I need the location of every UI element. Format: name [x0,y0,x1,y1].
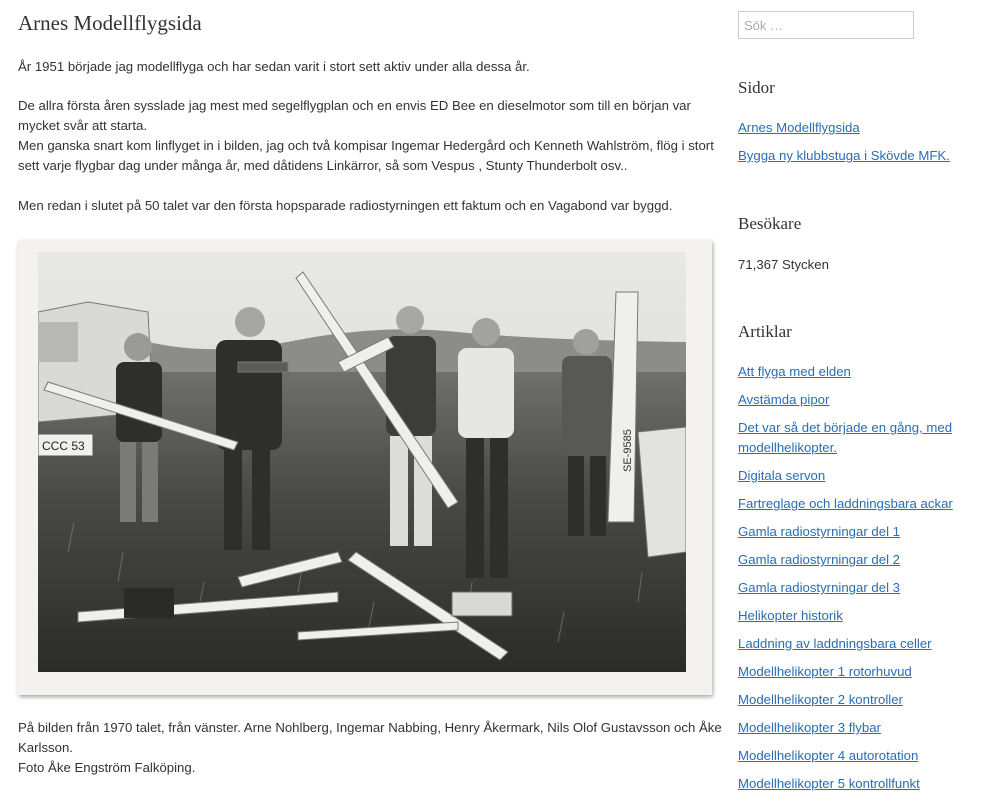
article-link[interactable]: Digitala servon [738,468,826,483]
history-line: mycket svår att starta. [18,118,147,133]
article-link[interactable]: Modellhelikopter 2 kontroller [738,692,903,707]
license-plate-left: CCC 53 [42,439,85,453]
pages-list-item [738,118,973,138]
article-link[interactable]: Modellhelikopter 5 kontrollfunkt [738,776,920,791]
articles-widget-title: Artiklar [738,322,792,341]
photo-illustration [38,252,686,672]
article-link[interactable]: Avstämda pipor [738,392,830,407]
history-line: sett varje flygbar dag under många år, med dåtidens Linkärror, så som Vespus , Stunty Thunderbolt osv.. [18,158,628,173]
article-list-item [738,718,973,738]
article-list-item [738,634,973,654]
article-list-item [738,362,973,382]
article-link[interactable]: Gamla radiostyrningar del 2 [738,552,900,567]
article-list-item [738,774,973,794]
page-link[interactable]: Bygga ny klubbstuga i Skövde MFK. [738,148,950,163]
pages-list [738,118,973,174]
article-link[interactable]: Det var så det började en gång, med modellhelikopter. [738,420,953,455]
article-link[interactable]: Modellhelikopter 1 rotorhuvud [738,664,912,679]
page-title: Arnes Modellflygsida [18,11,202,35]
pages-list-item [738,146,973,166]
visitor-count: 71,367 Stycken [738,257,829,272]
article-link[interactable]: Fartreglage och laddningsbara ackar [738,496,953,511]
article-list-item [738,550,973,570]
article-list-item [738,418,973,458]
caption-line: Karlsson. [18,740,73,755]
history-line: Men ganska snart kom linflyget in i bilden, jag och två kompisar Ingemar Hedergård och Kenneth Wahlström, flög i stort [18,138,714,153]
article-list-item [738,578,973,598]
intro-paragraph: År 1951 började jag modellflyga och har sedan varit i stort sett aktiv under alla dessa år. [18,59,530,74]
article-link[interactable]: Helikopter historik [738,608,843,623]
article-link[interactable]: Gamla radiostyrningar del 3 [738,580,900,595]
page-link[interactable]: Arnes Modellflygsida [738,120,860,135]
license-plate-right: SE-9585 [622,429,634,472]
article-link[interactable]: Laddning av laddningsbara celler [738,636,932,651]
caption-line: Foto Åke Engström Falköping. [18,760,196,775]
visitors-widget-title: Besökare [738,214,802,233]
history-paragraph [18,96,723,176]
article-list-item [738,522,973,542]
article-list-item [738,466,973,486]
history-line: De allra första åren sysslade jag mest med segelflygplan och en envis ED Bee en dieselmotor som till en början var [18,98,691,113]
article-link[interactable]: Att flyga med elden [738,364,851,379]
articles-list [738,362,973,802]
club-photo [18,240,712,695]
photo-caption [18,718,723,778]
article-list-item [738,494,973,514]
article-link[interactable]: Modellhelikopter 3 flybar [738,720,881,735]
caption-line: På bilden från 1970 talet, från vänster. Arne Nohlberg, Ingemar Nabbing, Henry Åkermark, Nils Olof Gustavsson och Åke [18,720,722,735]
pages-widget-title: Sidor [738,78,775,97]
article-list-item [738,606,973,626]
radio-paragraph: Men redan i slutet på 50 talet var den första hopsparade radiostyrningen ett faktum och en Vagabond var byggd. [18,198,673,213]
article-list-item [738,662,973,682]
article-list-item [738,746,973,766]
article-link[interactable]: Modellhelikopter 4 autorotation [738,748,919,763]
article-link[interactable]: Gamla radiostyrningar del 1 [738,524,900,539]
article-list-item [738,390,973,410]
article-list-item [738,690,973,710]
search-input[interactable] [738,11,914,39]
